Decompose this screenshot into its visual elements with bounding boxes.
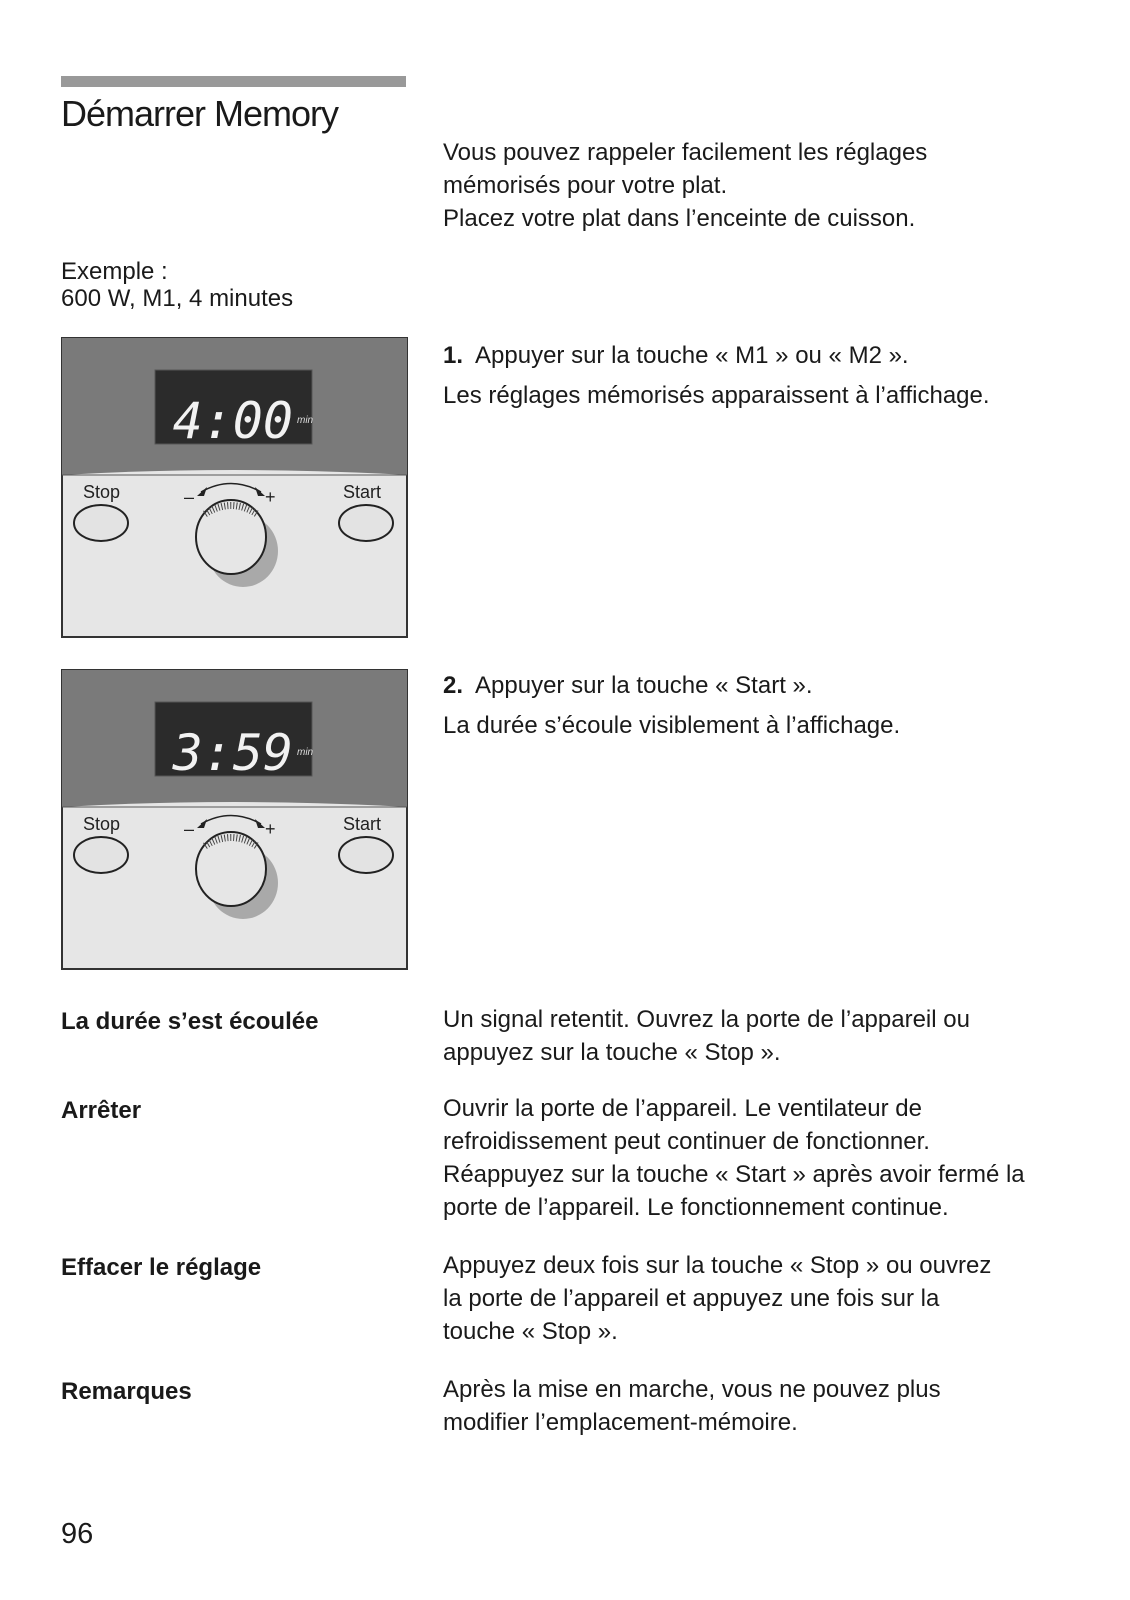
stop-button[interactable] xyxy=(74,837,128,873)
step-number: 2. xyxy=(443,672,464,699)
section-line: Après la mise en marche, vous ne pouvez plus xyxy=(443,1376,941,1403)
intro-line: mémorisés pour votre plat. xyxy=(443,172,728,199)
intro-line: Vous pouvez rappeler facilement les réglages xyxy=(443,139,928,166)
section-text xyxy=(443,1003,1103,1069)
example-label: Exemple : xyxy=(61,258,168,285)
section-line: porte de l’appareil. Le fonctionnement continue. xyxy=(443,1194,949,1221)
section-line: la porte de l’appareil et appuyez une fois sur la xyxy=(443,1285,940,1312)
step-number: 1. xyxy=(443,342,464,369)
page-title: Démarrer Memory xyxy=(61,93,339,134)
page-number: 96 xyxy=(61,1518,94,1550)
display-unit: min xyxy=(297,747,314,758)
start-button[interactable] xyxy=(339,837,393,873)
step-2 xyxy=(443,672,1083,740)
minus-sign: – xyxy=(184,487,195,507)
section-label: Effacer le réglage xyxy=(61,1254,262,1281)
section-line: appuyez sur la touche « Stop ». xyxy=(443,1039,781,1066)
example-value: 600 W, M1, 4 minutes xyxy=(61,285,294,312)
section-line: refroidissement peut continuer de fonctionner. xyxy=(443,1128,930,1155)
start-button[interactable] xyxy=(339,505,393,541)
stop-button[interactable] xyxy=(74,505,128,541)
example-block xyxy=(61,258,293,312)
step-result: Les réglages mémorisés apparaissent à l’affichage. xyxy=(443,382,990,409)
section-text xyxy=(443,1373,1103,1439)
plus-sign: + xyxy=(265,487,276,507)
step-instruction xyxy=(443,342,1083,370)
section-label: Remarques xyxy=(61,1378,192,1405)
control-panel-1 xyxy=(61,337,408,638)
step-instruction-text: Appuyer sur la touche « Start ». xyxy=(475,672,813,699)
section-label: Arrêter xyxy=(61,1097,142,1124)
step-result: La durée s’écoule visiblement à l’affichage. xyxy=(443,712,901,739)
step-instruction-text: Appuyer sur la touche « M1 » ou « M2 ». xyxy=(475,342,909,369)
section-line: touche « Stop ». xyxy=(443,1318,618,1345)
display-unit: min xyxy=(297,415,314,426)
section-line: Réappuyez sur la touche « Start » après avoir fermé la xyxy=(443,1161,1025,1188)
stop-label: Stop xyxy=(83,814,121,834)
section-text xyxy=(443,1092,1103,1224)
stop-label: Stop xyxy=(83,482,121,502)
start-label: Start xyxy=(343,482,382,502)
section-label: La durée s’est écoulée xyxy=(61,1008,319,1035)
intro-text xyxy=(443,136,1083,235)
control-panel-2 xyxy=(61,669,408,970)
section-text xyxy=(443,1249,1103,1348)
step-instruction xyxy=(443,672,1083,700)
intro-line: Placez votre plat dans l’enceinte de cuisson. xyxy=(443,205,916,232)
section-line: Ouvrir la porte de l’appareil. Le ventilateur de xyxy=(443,1095,922,1122)
heading-rule xyxy=(61,76,406,87)
section-line: modifier l’emplacement-mémoire. xyxy=(443,1409,798,1436)
start-label: Start xyxy=(343,814,382,834)
display-time: 3:59 xyxy=(172,724,293,782)
display-time: 4:00 xyxy=(172,392,293,450)
rotary-knob[interactable] xyxy=(196,832,266,906)
rotary-knob[interactable] xyxy=(196,500,266,574)
step-1 xyxy=(443,342,1083,410)
plus-sign: + xyxy=(265,819,276,839)
section-line: Un signal retentit. Ouvrez la porte de l’appareil ou xyxy=(443,1006,970,1033)
section-line: Appuyez deux fois sur la touche « Stop » ou ouvrez xyxy=(443,1252,992,1279)
minus-sign: – xyxy=(184,819,195,839)
